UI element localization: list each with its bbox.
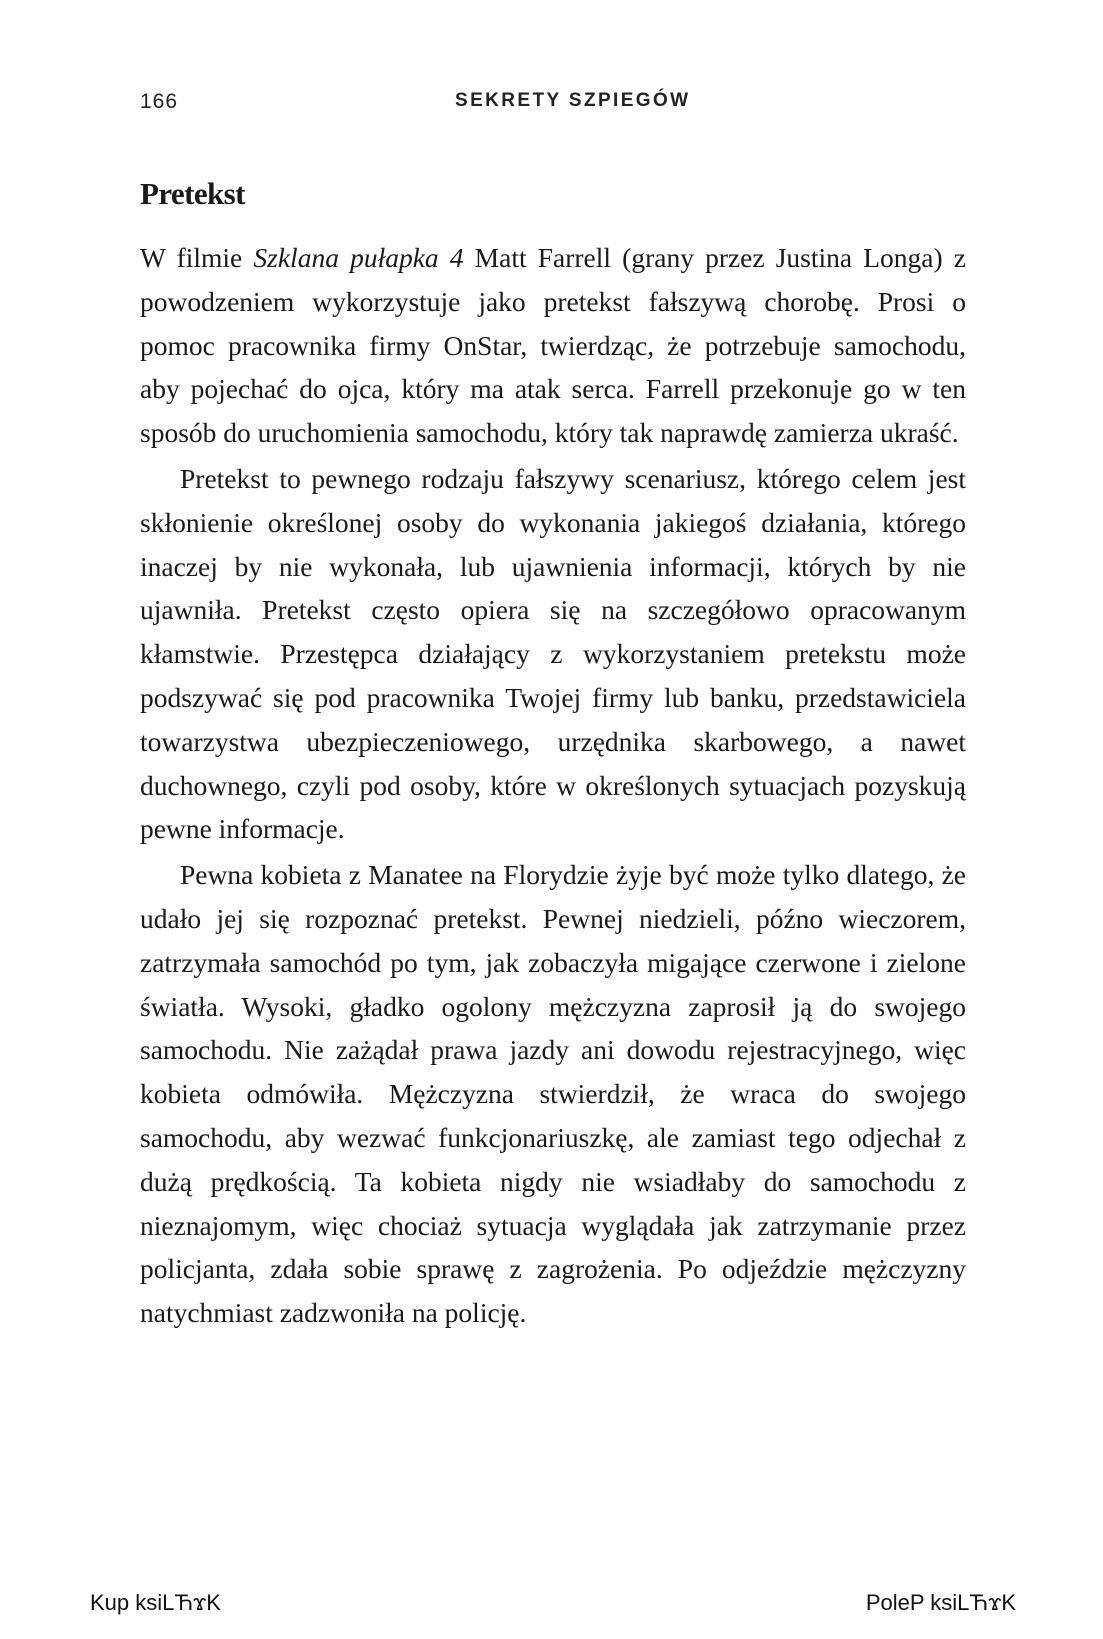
section-heading: Pretekst <box>140 176 245 211</box>
paragraph-1-body: Matt Farrell (grany przez Justina Longa) z powodzeniem wykorzystuje jako pretekst fałszywą chorobę. Prosi o pomoc pracownika firmy OnStar, twierdząc, że potrzebuje samochodu, aby pojechać do ojca, który ma atak serca. Farrell przekonuje go w ten sposób do uruchomienia samochodu, który tak naprawdę zamierza ukraść. <box>140 242 966 449</box>
footer <box>90 1590 1016 1622</box>
film-title: Szklana pułapka 4 <box>253 242 464 273</box>
paragraph-1 <box>140 236 966 455</box>
book-title: SEKRETY SZPIEGÓW <box>455 90 691 111</box>
running-head <box>140 90 966 124</box>
paragraph-3: Pewna kobieta z Manatee na Florydzie żyje być może tylko dlatego, że udało jej się rozpoznać pretekst. Pewnej niedzieli, późno wieczorem, zatrzymała samochód po tym, jak zobaczyła migające czerwone i zielone światła. Wysoki, gładko ogolony mężczyzna zaprosił ją do swojego samochodu. Nie zażądał prawa jazdy ani dowodu rejestracyjnego, więc kobieta odmówiła. Mężczyzna stwierdził, że wraca do swojego samochodu, aby wezwać funkcjonariuszkę, ale zamiast tego odjechał z dużą prędkością. Ta kobieta nigdy nie wsiadłaby do samochodu z nieznajomym, więc chociaż sytuacja wyglądała jak zatrzymanie przez policjanta, zdała sobie sprawę z zagrożenia. Po odjeździe mężczyzny natychmiast zadzwoniła na policję. <box>140 859 966 1329</box>
paragraph-1-intro: W filmie <box>140 242 254 273</box>
paragraph-2: Pretekst to pewnego rodzaju fałszywy scenariusz, którego celem jest skłonienie określonej osoby do wykonania jakiegoś działania, którego inaczej by nie wykonała, lub ujawnienia informacji, których by nie ujawniła. Pretekst często opiera się na szczegółowo opracowanym kłamstwie. Przestępca działający z wykorzystaniem pretekstu może podszywać się pod pracownika Twojej firmy lub banku, przedstawiciela towarzystwa ubezpieczeniowego, urzędnika skarbowego, a nawet duchownego, czyli pod osoby, które w określonych sytuacjach pozyskują pewne informacje. <box>140 462 966 845</box>
page-number: 166 <box>140 90 179 113</box>
body-text <box>140 236 966 1337</box>
buy-book-link[interactable]: Kup ksiLЋϫK <box>90 1590 221 1615</box>
recommend-book-link[interactable]: PoleP ksiLЋϫK <box>865 1590 1016 1615</box>
